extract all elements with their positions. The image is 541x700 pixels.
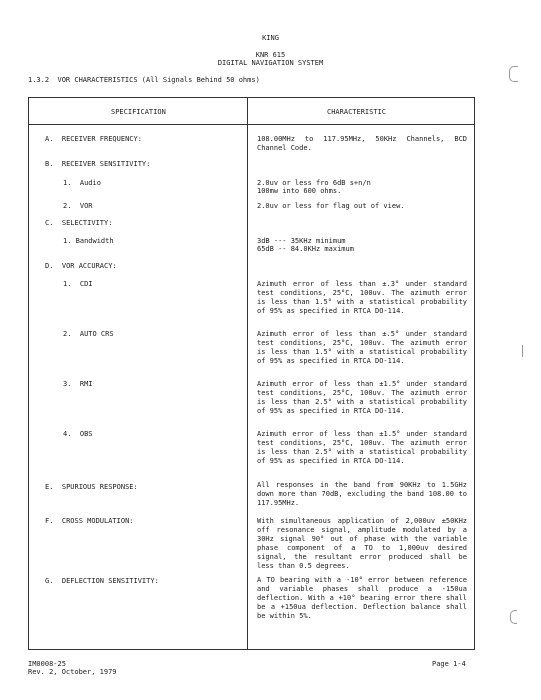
row-text-audio-2: 100mw into 600 ohms. — [257, 187, 342, 195]
row-text-bandwidth-1: 3dB --- 35KHz minimum — [257, 237, 346, 245]
row-text-vor: 2.0uv or less for flag out of view. — [257, 202, 405, 210]
col-header-specification: SPECIFICATION — [111, 108, 166, 116]
row-text-audio-1: 2.0uv or less fro 6dB s+n/n — [257, 179, 371, 187]
row-text-rmi: Azimuth error of less than ±1.5° under standard test conditions, 25°C, 100uv. The azimuth error is less than 2.5° with a statistical probability of 95% as specified in RTCA DO-114. — [257, 380, 467, 415]
binder-hole-mark-top — [509, 66, 518, 82]
system-heading: DIGITAL NAVIGATION SYSTEM — [217, 59, 324, 67]
row-text-cross-modulation: With simultaneous application of 2,000uv ±50KHz off resonance signal, amplitude modulated by a 30Hz signal 90° out of phase with the variable phase component of a TO to 1,000uv desired signal, the resultant error produced shall be less than 0.5 degrees. — [257, 517, 467, 570]
row-label-vor-accuracy: D. VOR ACCURACY: — [45, 262, 117, 270]
row-text-cdi: Azimuth error of less than ±.3° under standard test conditions, 25°C, 100uv. The azimuth error is less than 1.5° with a statistical probability of 95% as specified in RTCA DO-114. — [257, 280, 467, 315]
row-label-selectivity: C. SELECTIVITY: — [45, 219, 113, 227]
row-label-auto-crs: 2. AUTO CRS — [63, 330, 114, 338]
row-label-cross-modulation: F. CROSS MODULATION: — [45, 517, 134, 525]
spec-table — [28, 97, 475, 650]
column-divider — [247, 98, 248, 649]
row-label-spurious-response: E. SPURIOUS RESPONSE: — [45, 483, 138, 491]
row-label-receiver-frequency: A. RECEIVER FREQUENCY: — [45, 135, 142, 143]
row-text-auto-crs: Azimuth error of less than ±.5° under standard test conditions, 25°C, 100uv. The azimuth error is less than 1.5° with a statistical probability of 95% as specified in RTCA DO-114. — [257, 330, 467, 365]
row-text-spurious-response: All responses in the band from 90KHz to 1.5GHz down more than 70dB, excluding the band 108.00 to 117.95MHz. — [257, 481, 467, 507]
row-text-deflection-sensitivity: A TO bearing with a -10° error between reference and variable phases shall produce a -150ua deflection. With a +10° bearing error there shall be a +150ua deflection. Deflection balance shall be within 5%. — [257, 576, 467, 620]
row-label-vor: 2. VOR — [63, 202, 93, 210]
row-label-obs: 4. OBS — [63, 430, 93, 438]
row-label-rmi: 3. RMI — [63, 380, 93, 388]
revision-date: Rev. 2, October, 1979 — [28, 668, 117, 676]
row-label-deflection-sensitivity: G. DEFLECTION SENSITIVITY: — [45, 577, 159, 585]
row-label-bandwidth: 1. Bandwidth — [63, 237, 114, 245]
col-header-characteristic: CHARACTERISTIC — [327, 108, 387, 116]
page-number: Page 1-4 — [432, 660, 466, 668]
row-text-bandwidth-2: 65dB -- 84.0KHz maximum — [257, 245, 354, 253]
binder-hole-mark-bottom — [510, 610, 517, 624]
section-title: 1.3.2 VOR CHARACTERISTICS (All Signals Behind 50 ohms) — [28, 76, 260, 84]
margin-mark-middle — [522, 345, 523, 357]
model-heading: KNR 615 — [255, 51, 286, 59]
header-rule — [29, 124, 474, 125]
row-label-audio: 1. Audio — [63, 179, 101, 187]
brand-heading: KING — [262, 34, 279, 42]
row-text-obs: Azimuth error of less than ±1.5° under standard test conditions, 25°C, 100uv. The azimuth error is less than 2.5° with a statistical probability of 95% as specified in RTCA DO-114. — [257, 430, 467, 465]
row-text-receiver-frequency: 108.00MHz to 117.95MHz, 50KHz Channels, BCD Channel Code. — [257, 135, 467, 152]
document-id: IM0008-25 — [28, 660, 66, 668]
row-label-receiver-sensitivity: B. RECEIVER SENSITIVITY: — [45, 160, 151, 168]
row-label-cdi: 1. CDI — [63, 280, 93, 288]
